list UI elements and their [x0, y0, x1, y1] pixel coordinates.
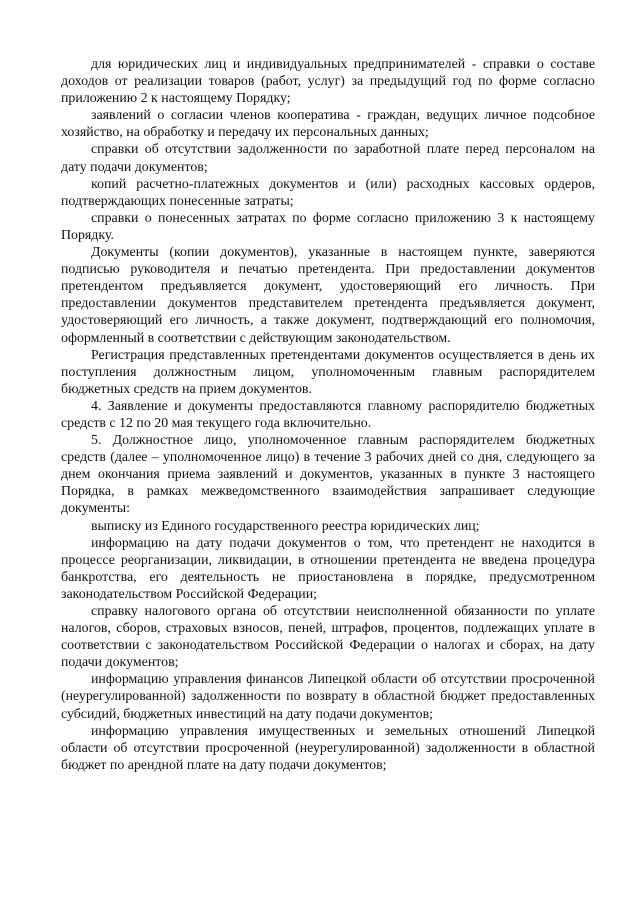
paragraph-finance-info: информацию управления финансов Липецкой области об отсутствии просроченной (неурегулированной) задолженности по возврату в областной бюджет предоставленных субсидий, бюджетных инвестиций на дату подачи документов; [61, 672, 595, 722]
paragraph-costs-certificate: справки о понесенных затратах по форме согласно приложению 3 к настоящему Порядку. [61, 210, 595, 243]
paragraph-salary-debt-certificate: справки об отсутствии задолженности по заработной плате перед персоналом на дату подачи документов; [61, 142, 595, 175]
paragraph-tax-certificate: справку налогового органа об отсутствии неисполненной обязанности по уплате налогов, сборов, страховых взносов, пеней, штрафов, процентов, подлежащих уплате в соответствии с законодательством Российской Федерации о налогах и сборах, на дату подачи документов; [61, 604, 595, 671]
paragraph-income-certificate: для юридических лиц и индивидуальных предпринимателей - справки о составе доходов от реализации товаров (работ, услуг) за предыдущий год по форме согласно приложению 2 к настоящему Порядку; [61, 57, 595, 107]
paragraph-item-4: 4. Заявление и документы предоставляются главному распорядителю бюджетных средств с 12 по 20 мая текущего года включительно. [61, 398, 595, 431]
paragraph-registry-extract: выписку из Единого государственного реестра юридических лиц; [91, 518, 480, 534]
paragraph-item-5: 5. Должностное лицо, уполномоченное главным распорядителем бюджетных средств (далее – уполномоченное лицо) в течение 3 рабочих дней со дня, следующего за днем окончания приема заявлений и документов, указанных в пункте 3 настоящего Порядка, в рамках межведомственного взаимодействия запрашивает следующие документы: [61, 433, 595, 517]
paragraph-document-certification: Документы (копии документов), указанные в настоящем пункте, заверяются подписью руководителя и печатью претендента. При предоставлении документов претендентом предъявляется документ, удостоверяющий его личность. При предоставлении документов представителем претендента предъявляется документ, удостоверяющий его личность, а также документ, подтверждающий его полномочия, оформленный в соответствии с действующим законодательством. [61, 245, 595, 346]
paragraph-reorganization-info: информацию на дату подачи документов о том, что претендент не находится в процессе реорганизации, ликвидации, в отношении претендента не введена процедура банкротства, его деятельность не приостановлена в порядке, предусмотренном законодательством Российской Федерации; [61, 535, 595, 602]
paragraph-payment-documents: копий расчетно-платежных документов и (или) расходных кассовых ордеров, подтверждающих понесенные затраты; [61, 176, 595, 209]
document-body [61, 56, 595, 774]
paragraph-registration: Регистрация представленных претендентами документов осуществляется в день их поступления должностным лицом, уполномоченным главным распорядителем бюджетных средств на прием документов. [61, 347, 595, 397]
paragraph-property-info: информацию управления имущественных и земельных отношений Липецкой области об отсутствии просроченной (неурегулированной) задолженности в областной бюджет по арендной плате на дату подачи документов; [61, 723, 595, 773]
paragraph-consent-statements: заявлений о согласии членов кооператива - граждан, ведущих личное подсобное хозяйство, на обработку и передачу их персональных данных; [61, 108, 595, 141]
